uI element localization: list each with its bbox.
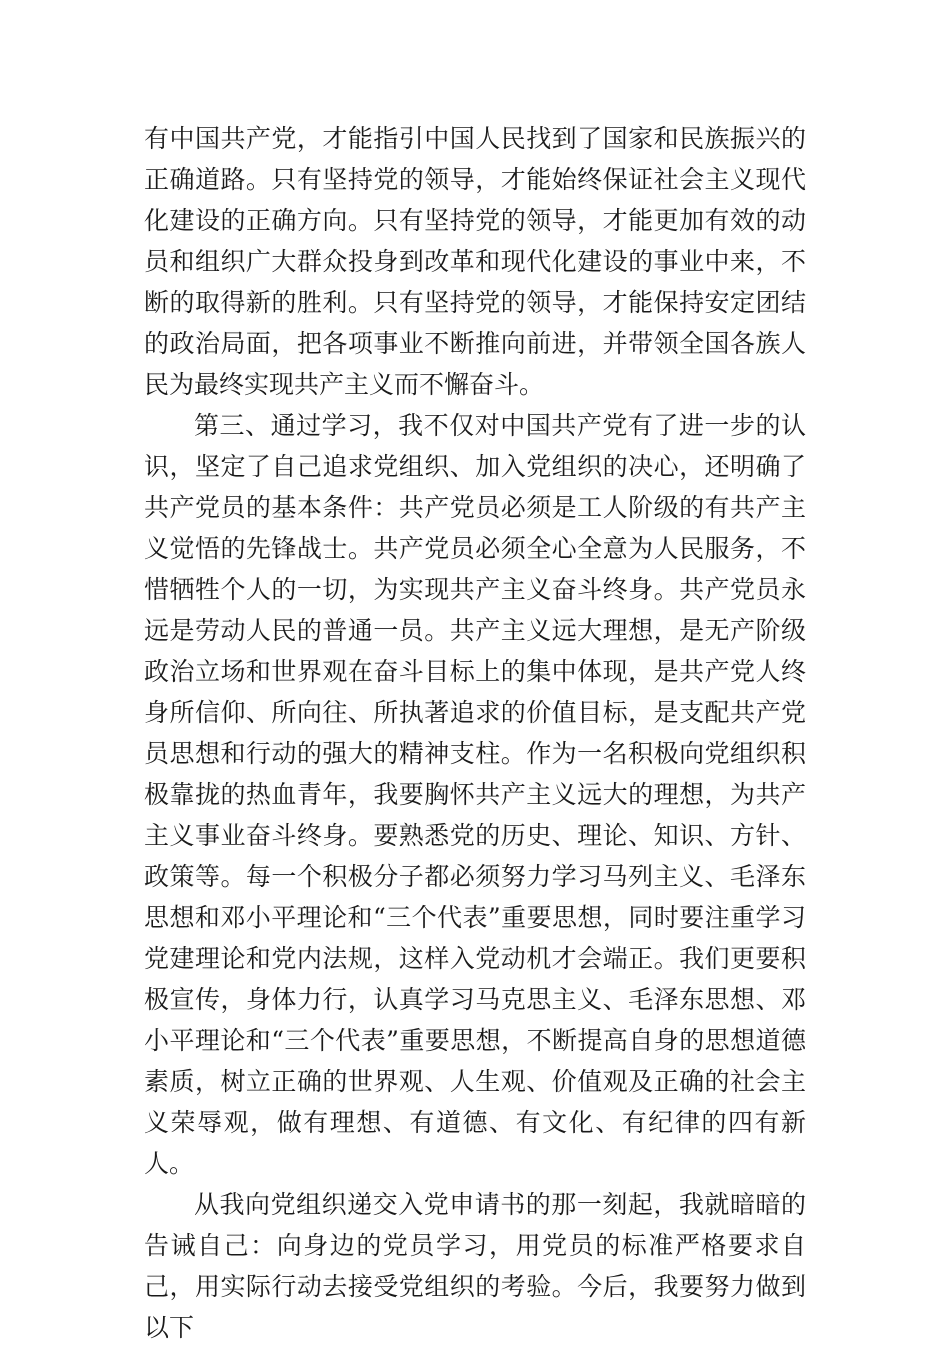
document-page [144,118,806,1348]
paragraph-1: 有中国共产党，才能指引中国人民找到了国家和民族振兴的正确道路。只有坚持党的领导，才能始终保证社会主义现代化建设的正确方向。只有坚持党的领导，才能更加有效的动员和组织广大群众投身到改革和现代化建设的事业中来，不断的取得新的胜利。只有坚持党的领导，才能保持安定团结的政治局面，把各项事业不断推向前进，并带领全国各族人民为最终实现共产主义而不懈奋斗。 [144,124,806,399]
paragraph-3: 从我向党组织递交入党申请书的那一刻起，我就暗暗的告诫自己：向身边的党员学习，用党员的标准严格要求自己，用实际行动去接受党组织的考验。今后，我要努力做到以下 [144,1190,806,1342]
paragraph-2: 第三、通过学习，我不仅对中国共产党有了进一步的认识，坚定了自己追求党组织、加入党组织的决心，还明确了共产党员的基本条件：共产党员必须是工人阶级的有共产主义觉悟的先锋战士。共产党员必须全心全意为人民服务，不惜牺牲个人的一切，为实现共产主义奋斗终身。共产党员永远是劳动人民的普通一员。共产主义远大理想，是无产阶级政治立场和世界观在奋斗目标上的集中体现，是共产党人终身所信仰、所向往、所执著追求的价值目标，是支配共产党员思想和行动的强大的精神支柱。作为一名积极向党组织积极靠拢的热血青年，我要胸怀共产主义远大的理想，为共产主义事业奋斗终身。要熟悉党的历史、理论、知识、方针、政策等。每一个积极分子都必须努力学习马列主义、毛泽东思想和邓小平理论和“三个代表”重要思想，同时要注重学习党建理论和党内法规，这样入党动机才会端正。我们更要积极宣传，身体力行，认真学习马克思主义、毛泽东思想、邓小平理论和“三个代表”重要思想，不断提高自身的思想道德素质，树立正确的世界观、人生观、价值观及正确的社会主义荣辱观，做有理想、有道德、有文化、有纪律的四有新人。 [144,411,806,1178]
